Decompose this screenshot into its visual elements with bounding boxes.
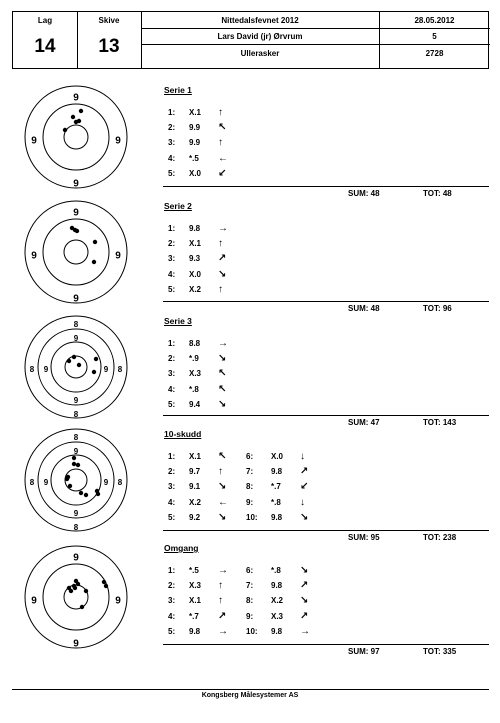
shot-value: X.3 (189, 369, 202, 379)
ring-label: 9 (31, 595, 37, 607)
ring-label: 8 (29, 365, 35, 375)
shot-number: 3: (168, 254, 176, 264)
header-table (12, 11, 489, 69)
shot-value: *.8 (189, 384, 199, 394)
direction-arrow-icon: ↘ (300, 565, 309, 576)
ring-label: 9 (103, 365, 109, 375)
direction-arrow-icon: ↑ (218, 283, 223, 295)
shot-row (0, 270, 500, 280)
shot-row (0, 154, 500, 164)
shot-value: X.1 (189, 239, 202, 249)
direction-arrow-icon: ↑ (218, 137, 223, 149)
lag-label: Lag (37, 16, 53, 25)
shot-value: *.7 (271, 482, 281, 492)
shot-number: 1: (168, 452, 176, 461)
ring-label: 9 (73, 207, 79, 219)
direction-arrow-icon: ↑ (218, 595, 223, 607)
direction-arrow-icon: → (218, 565, 228, 576)
shot-number: 3: (168, 482, 176, 492)
shot-number: 1: (168, 566, 176, 575)
shot-value: 9.4 (189, 399, 201, 409)
series-sum: SUM: 47 (348, 418, 380, 427)
shot-dot (84, 493, 88, 497)
series-title: Serie 3 (164, 316, 192, 326)
direction-arrow-icon: ↘ (218, 268, 227, 280)
ring-label: 9 (103, 478, 109, 488)
shot-number: 7: (246, 467, 254, 477)
direction-arrow-icon: ↗ (300, 610, 309, 622)
skive-value: 13 (98, 36, 120, 57)
shot-row (0, 482, 500, 492)
shot-number: 9: (246, 611, 254, 621)
ring-label: 8 (117, 478, 123, 488)
shot-row (0, 513, 500, 523)
shot-number: 5: (168, 168, 176, 178)
shot-number: 2: (168, 239, 176, 249)
ring-label: 8 (73, 433, 79, 443)
shot-value: X.3 (271, 611, 284, 621)
direction-arrow-icon: ↑ (218, 580, 223, 592)
shot-row (0, 400, 500, 410)
series-title: Omgang (164, 543, 199, 553)
shot-value: 9.8 (271, 626, 283, 636)
shot-row (0, 467, 500, 477)
series-sum: SUM: 97 (348, 647, 380, 656)
ring-label: 9 (43, 365, 49, 375)
series-title: Serie 2 (164, 201, 192, 211)
shot-number: 4: (168, 611, 176, 621)
ring-label: 8 (73, 320, 79, 330)
ring-label: 9 (73, 396, 79, 406)
shot-value: 9.8 (271, 467, 283, 477)
shot-value: *.5 (189, 566, 199, 575)
series-divider (163, 644, 489, 645)
series-title: Serie 1 (164, 85, 192, 95)
ring-label: 9 (73, 334, 79, 344)
series-title: 10-skudd (164, 429, 202, 439)
shot-value: X.2 (271, 596, 284, 606)
shot-value: 8.8 (189, 339, 201, 348)
shot-number: 9: (246, 497, 254, 507)
shot-row (0, 498, 500, 508)
ring-label: 9 (73, 447, 79, 457)
shot-number: 4: (168, 384, 176, 394)
shot-value: *.9 (189, 354, 199, 364)
shot-value: X.2 (189, 284, 202, 294)
direction-arrow-icon: ↖ (218, 368, 227, 380)
shot-value: 9.8 (271, 581, 283, 591)
series-divider (163, 186, 489, 187)
direction-arrow-icon: ↙ (218, 167, 227, 179)
shot-value: 9.3 (189, 254, 201, 264)
shot-number: 5: (168, 399, 176, 409)
shot-number: 4: (168, 153, 176, 163)
direction-arrow-icon: ↖ (218, 122, 227, 134)
shot-row (0, 239, 500, 249)
shot-value: X.0 (189, 168, 202, 178)
shot-value: 9.9 (189, 123, 201, 133)
direction-arrow-icon: ↗ (300, 466, 309, 478)
ring-label: 9 (73, 552, 79, 564)
shot-number: 5: (168, 512, 176, 522)
direction-arrow-icon: ↘ (218, 398, 227, 410)
direction-arrow-icon: ↓ (300, 496, 305, 508)
ring-label: 9 (31, 135, 37, 147)
shot-number: 4: (168, 497, 176, 507)
series-total: TOT: 143 (423, 418, 457, 427)
event-name: Nittedalsfevnet 2012 (221, 16, 299, 25)
shot-row (0, 339, 500, 349)
direction-arrow-icon: ↓ (300, 451, 305, 462)
shot-number: 3: (168, 596, 176, 606)
direction-arrow-icon: → (218, 338, 228, 349)
shot-row (0, 254, 500, 264)
shot-number: 10: (246, 512, 258, 522)
shot-row (0, 285, 500, 295)
direction-arrow-icon: → (300, 625, 310, 637)
shot-value: 9.2 (189, 512, 201, 522)
shot-value: X.1 (189, 108, 202, 117)
shot-number: 2: (168, 467, 176, 477)
direction-arrow-icon: ↘ (300, 511, 309, 523)
shot-row (0, 369, 500, 379)
shot-value: X.0 (189, 269, 202, 279)
ring-label: 9 (43, 478, 49, 488)
direction-arrow-icon: ↗ (300, 580, 309, 592)
direction-arrow-icon: ↑ (218, 107, 223, 118)
series-total: TOT: 335 (423, 647, 457, 656)
shot-number: 3: (168, 138, 176, 148)
shot-number: 5: (168, 626, 176, 636)
ring-label: 9 (73, 638, 79, 649)
shot-row (0, 354, 500, 364)
shot-value: 9.8 (189, 626, 201, 636)
shooter-number: 2728 (425, 49, 444, 58)
shot-row (0, 581, 500, 591)
shot-number: 10: (246, 626, 258, 636)
footer-text: Kongsberg Målesystemer AS (201, 692, 299, 699)
series-sum: SUM: 48 (348, 304, 380, 313)
shot-row (0, 169, 500, 179)
series-total: TOT: 48 (423, 189, 452, 198)
shot-number: 6: (246, 566, 254, 575)
ring-label: 9 (73, 293, 79, 304)
direction-arrow-icon: ← (218, 496, 228, 508)
direction-arrow-icon: → (218, 223, 228, 234)
shot-number: 2: (168, 581, 176, 591)
ring-label: 9 (73, 178, 79, 189)
series-sum: SUM: 48 (348, 189, 380, 198)
shot-value: 9.8 (189, 224, 201, 233)
shot-value: X.1 (189, 596, 202, 606)
shot-number: 1: (168, 339, 176, 348)
shot-row (0, 135, 500, 149)
shot-value: 9.8 (271, 512, 283, 522)
shot-number: 2: (168, 123, 176, 133)
shot-value: X.0 (271, 452, 284, 461)
shot-value: 9.9 (189, 138, 201, 148)
series-divider (163, 415, 489, 416)
shot-number: 1: (168, 224, 176, 233)
direction-arrow-icon: ← (218, 152, 228, 164)
series-total: TOT: 96 (423, 304, 452, 313)
series-total: TOT: 238 (423, 533, 457, 542)
shot-row (0, 123, 500, 133)
shot-number: 7: (246, 581, 254, 591)
direction-arrow-icon: → (218, 625, 228, 637)
shot-value: 9.7 (189, 467, 201, 477)
ring-label: 8 (29, 478, 35, 488)
direction-arrow-icon: ↑ (218, 238, 223, 250)
shot-number: 4: (168, 269, 176, 279)
skive-label: Skive (98, 16, 120, 25)
shot-value: *.5 (189, 153, 199, 163)
shot-number: 3: (168, 369, 176, 379)
direction-arrow-icon: ↑ (218, 466, 223, 478)
shot-value: X.1 (189, 452, 202, 461)
shot-row (0, 627, 500, 637)
shot-number: 1: (168, 108, 176, 117)
shot-row (0, 612, 500, 622)
shot-dot (65, 477, 69, 481)
ring-label: 9 (115, 250, 121, 262)
shot-value: *.7 (189, 611, 199, 621)
shot-number: 5: (168, 284, 176, 294)
ring-label: 9 (73, 509, 79, 519)
direction-arrow-icon: ↖ (218, 451, 227, 462)
shot-value: *.8 (271, 566, 281, 575)
ring-label: 9 (73, 92, 79, 104)
event-date: 28.05.2012 (414, 16, 455, 25)
direction-arrow-icon: ↙ (300, 481, 309, 493)
ring-label: 9 (115, 595, 121, 607)
lag-value: 14 (34, 36, 56, 57)
direction-arrow-icon: ↖ (218, 383, 227, 395)
ring-label: 8 (73, 523, 79, 532)
direction-arrow-icon: ↘ (300, 595, 309, 607)
shot-row (0, 385, 500, 395)
direction-arrow-icon: ↗ (218, 253, 227, 265)
shot-row (0, 108, 500, 118)
shot-value: 9.1 (189, 482, 201, 492)
series-divider (163, 301, 489, 302)
shot-number: 6: (246, 452, 254, 461)
series-divider (163, 530, 489, 531)
ring-label: 8 (73, 410, 79, 419)
shooter-name: Lars David (jr) Ørvrum (217, 32, 303, 41)
direction-arrow-icon: ↘ (218, 481, 227, 493)
ring-label: 9 (115, 135, 121, 147)
shot-number: 2: (168, 354, 176, 364)
direction-arrow-icon: ↘ (218, 511, 227, 523)
direction-arrow-icon: ↘ (218, 353, 227, 365)
direction-arrow-icon: ↗ (218, 610, 227, 622)
shot-number: 8: (246, 596, 254, 606)
shot-value: X.2 (189, 497, 202, 507)
club-name: Ullerasker (240, 49, 280, 58)
shot-row (0, 596, 500, 606)
series-sum: SUM: 95 (348, 533, 380, 542)
shooter-class: 5 (432, 32, 437, 41)
shot-number: 8: (246, 482, 254, 492)
shot-row (0, 566, 500, 576)
ring-label: 9 (31, 250, 37, 262)
ring-label: 8 (117, 365, 123, 375)
shot-dot (72, 462, 76, 466)
shot-row (0, 224, 500, 234)
shot-row (0, 452, 500, 462)
shot-value: X.3 (189, 581, 202, 591)
shot-value: *.8 (271, 497, 281, 507)
